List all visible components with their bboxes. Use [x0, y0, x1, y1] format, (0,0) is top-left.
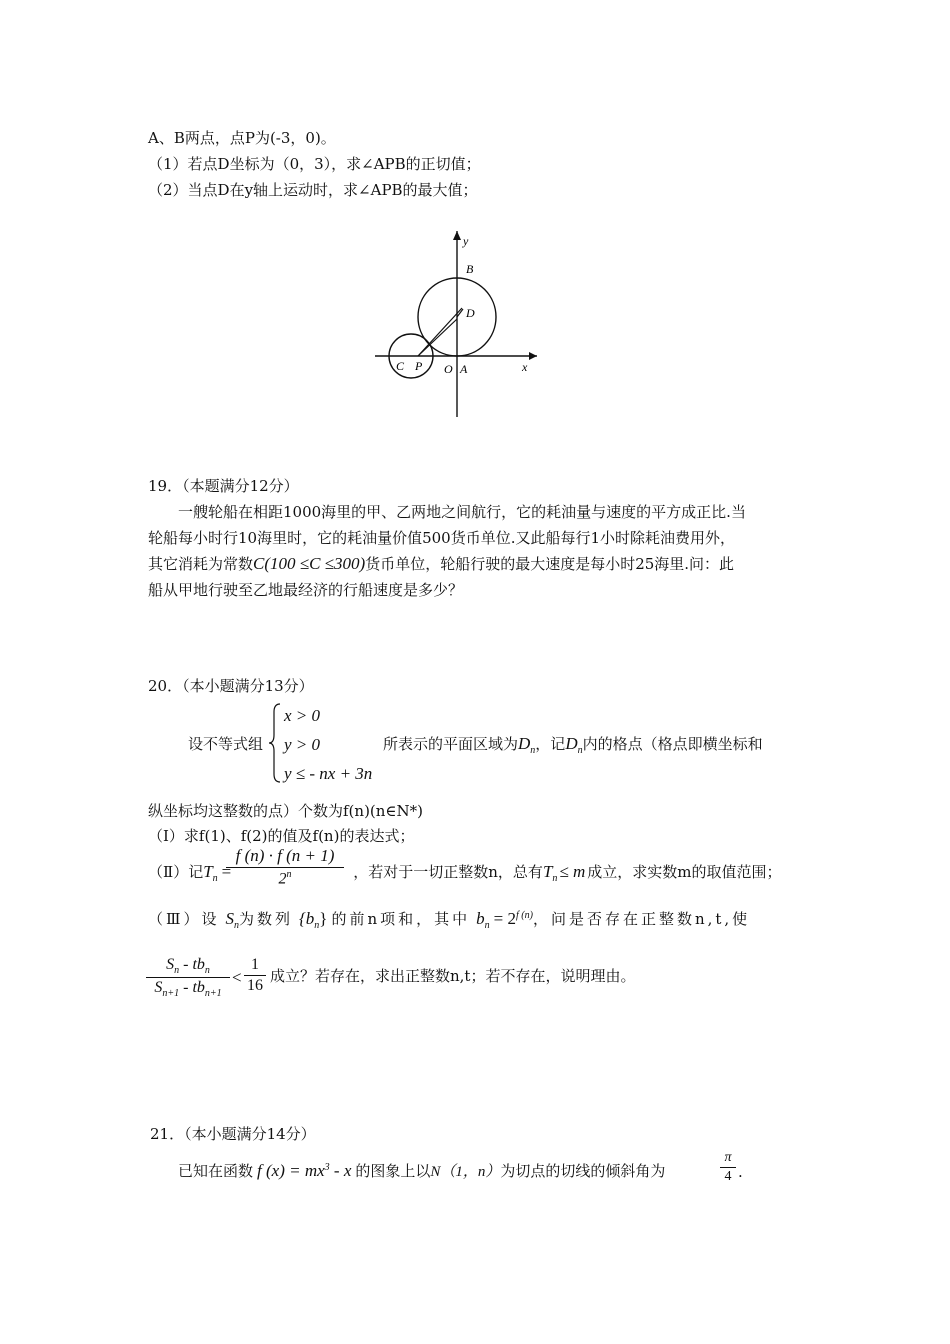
q20-bn-eq-sub: n [484, 920, 490, 931]
q19-line2: 轮船每小时行10海里时，它的耗油量价值500货币单位.又此船每行1小时除耗油费用外， [148, 529, 736, 547]
q20-bn-sub: n [314, 920, 320, 931]
q20-lt: < [232, 968, 242, 987]
q20-mid-c: 内的格点（格点即横坐标和 [582, 735, 763, 753]
q21-pi: π [720, 1150, 736, 1168]
q20-sixteenth [244, 956, 266, 995]
q20-ratio-num-sub2: n [204, 965, 210, 977]
q20-bn-exp: f (n) [515, 910, 533, 921]
q21-pi-over-4 [720, 1150, 736, 1185]
q20-tn-sub: n [212, 873, 218, 884]
q19-line3-a: 其它消耗为常数 [148, 555, 254, 573]
q20-part3-a: （Ⅲ）设 [148, 910, 220, 928]
q20-sys1: x > 0 [284, 706, 321, 725]
q21-mid: 的图象上以 [355, 1162, 431, 1180]
fig-label-p: P [415, 359, 423, 373]
fig-label-y: y [463, 234, 469, 248]
q20-part2-ineq: ≤ m [559, 862, 586, 881]
q20-sys2: y > 0 [284, 735, 321, 754]
q20-bn-rhs: = 2 [493, 909, 516, 928]
q20-ratio-num-s: S [166, 956, 175, 973]
q20-part2-b: ，若对于一切正整数n，总有 [353, 863, 543, 881]
fig-label-o: O [444, 362, 453, 376]
q21-func-b: - x [329, 1161, 352, 1180]
q20-dn-2: D [565, 734, 578, 753]
q19-header: 19．（本题满分12分） [148, 477, 299, 495]
q19-line4: 船从甲地行驶至乙地最经济的行船速度是多少？ [148, 581, 464, 599]
fig-label-a: A [460, 362, 468, 376]
q20-ratio-den-sub1: n+1 [162, 988, 180, 1000]
q20-ratio-den-tb: - tb [179, 979, 205, 997]
q20-line2: 纵坐标均这整数的点）个数为f(n)(n∈N*) [148, 802, 424, 820]
q21-func: f (x) = mx [257, 1161, 325, 1180]
q19-line1: 一艘轮船在相距1000海里的甲、乙两地之间航行，它的耗油量与速度的平方成正比.当 [178, 503, 746, 521]
q20-mid-a: 所表示的平面区域为 [383, 735, 519, 753]
q20-sn: S [225, 909, 234, 928]
q20-part3-c: 的前n项和，其中 [331, 910, 471, 928]
q20-ratio-den-s: S [154, 979, 163, 997]
q20-ratio-num-tb: - tb [179, 956, 205, 973]
fig-label-b: B [466, 262, 474, 276]
q21-cube: 3 [324, 1162, 330, 1173]
q19-line3-b: 货币单位，轮船行驶的最大速度是每小时25海里.问：此 [365, 555, 735, 573]
fig-label-x: x [522, 360, 528, 374]
q20-one: 1 [244, 956, 266, 976]
q20-part3-b: 为数列 [238, 910, 293, 928]
q20-mid [383, 734, 763, 761]
q20-ratio-den-sub2: n+1 [204, 988, 222, 1000]
q20-part3: （Ⅲ）设 $S_n$为数列 $\{b_n\}$ 的前n项和，其中 $b_n = 2^{f (n)}$，问是否存在正整数n,t,使 [148, 909, 751, 931]
fig-label-c: C [396, 359, 405, 373]
q21-four: 4 [724, 1169, 732, 1184]
q20-tn-fraction [226, 846, 344, 888]
q21-line [178, 1158, 665, 1182]
fig-label-d: D [466, 306, 475, 320]
q19-line3-math: C(100 ≤C ≤300) [253, 554, 366, 573]
q20-bn-eq: b [476, 909, 485, 928]
brace-icon [268, 702, 282, 784]
q20-frac-den: 2 [278, 870, 287, 888]
q20-part2-a: （Ⅱ）记 [148, 863, 204, 881]
q20-sn-sub: n [233, 920, 239, 931]
q20-part3-d: ，问是否存在正整数n,t,使 [532, 910, 751, 928]
q21-tail: 为切点的切线的倾斜角为 [500, 1162, 666, 1180]
q21-point: N（1，n） [430, 1164, 501, 1180]
q20-sixteen: 16 [247, 977, 263, 994]
q20-dn-sub: n [530, 745, 536, 756]
q20-ratio-fraction [146, 956, 230, 999]
q21-dot: . [738, 1163, 743, 1181]
q20-tn-sub-2: n [552, 873, 558, 884]
q18-figure [365, 225, 545, 420]
q20-dn: D [518, 734, 531, 753]
q20-bn: {b [298, 909, 315, 928]
q20-lead: 设不等式组 [188, 735, 264, 753]
q20-mid-b: ，记 [535, 735, 566, 753]
q20-part2-c: 成立，求实数m的取值范围； [587, 863, 782, 881]
q20-frac-den-exp: n [286, 869, 292, 880]
q20-header: 20．（本小题满分13分） [148, 677, 314, 695]
q20-frac-num: f (n) · f (n + 1) [226, 846, 344, 868]
q21-lead: 已知在函数 [178, 1162, 254, 1180]
q19-line3 [148, 554, 734, 574]
q18-part2: （2）当点D在y轴上运动时，求∠APB的最大值； [148, 181, 478, 199]
q20-ratio-num-sub1: n [174, 965, 180, 977]
q20-tn-2: T [542, 862, 553, 881]
q20-sys3: y ≤ - nx + 3n [284, 764, 373, 783]
q21-header: 21．（本小题满分14分） [150, 1125, 316, 1143]
q20-part3-e: 成立？若存在，求出正整数n,t；若不存在，说明理由。 [270, 967, 636, 985]
q18-intro: A、B两点，点P为(-3，0)。 [148, 129, 336, 147]
q20-tn: T [203, 862, 213, 881]
q20-part1: （Ⅰ）求f(1)、f(2)的值及f(n)的表达式； [148, 827, 415, 845]
q18-part1: （1）若点D坐标为（0，3），求∠APB的正切值； [148, 155, 481, 173]
q20-dn-sub-2: n [577, 745, 583, 756]
q20-part2: （Ⅱ）记$T_n$ = ，若对于一切正整数n，总有$T_n \le m$ 成立，求实数m的取值范围； [148, 862, 782, 884]
